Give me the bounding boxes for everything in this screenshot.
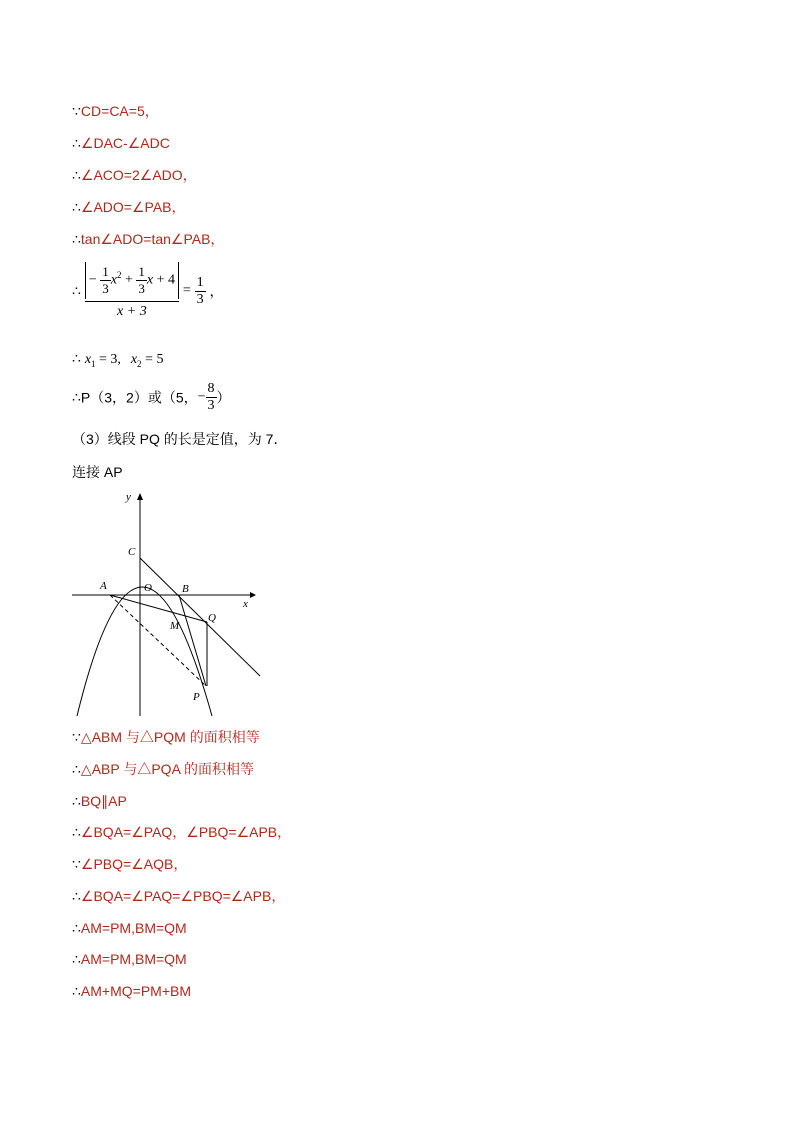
frac-den: 3 bbox=[138, 281, 145, 296]
label-m: M bbox=[170, 620, 180, 632]
plus-sign: + bbox=[156, 272, 165, 288]
exponent: 2 bbox=[116, 270, 122, 281]
step-line-12 bbox=[72, 919, 187, 937]
coefficient-fraction bbox=[136, 264, 147, 297]
tan-equation bbox=[72, 262, 224, 320]
step-line-14 bbox=[72, 982, 191, 1000]
step-text: AM+MQ=PM+BM bbox=[80, 983, 192, 999]
therefore-symbol: ∴ bbox=[72, 282, 81, 299]
label-p: P bbox=[193, 691, 200, 703]
step-line-9 bbox=[72, 823, 291, 841]
because-symbol: ∵ bbox=[72, 729, 81, 745]
therefore-symbol: ∴ bbox=[72, 389, 81, 405]
step-line-10 bbox=[72, 855, 187, 873]
step-line-1 bbox=[72, 102, 159, 120]
therefore-symbol: ∴ bbox=[72, 920, 81, 936]
variable-x: x bbox=[146, 272, 154, 288]
frac-num: 1 bbox=[138, 264, 145, 279]
frac-den: 3 bbox=[207, 398, 215, 413]
root-1 bbox=[85, 352, 121, 367]
equation-denominator: x + 3 bbox=[85, 301, 179, 320]
variable-x: x bbox=[84, 352, 92, 367]
therefore-symbol: ∴ bbox=[72, 135, 81, 151]
p-answer-line bbox=[72, 381, 231, 414]
step-text: ∠ACO=2∠ADO， bbox=[80, 167, 197, 183]
step-text: AM=PM,BM=QM bbox=[80, 920, 187, 936]
step-line-4 bbox=[72, 198, 186, 216]
therefore-symbol: ∴ bbox=[72, 350, 81, 366]
therefore-symbol: ∴ bbox=[72, 793, 81, 809]
parabola-curve bbox=[77, 587, 212, 716]
step-text: ∠BQA=∠PAQ=∠PBQ=∠APB， bbox=[80, 888, 286, 904]
variable-x: x bbox=[130, 352, 138, 367]
step-line-11 bbox=[72, 887, 285, 905]
label-q: Q bbox=[208, 612, 216, 624]
root-value: = 3, bbox=[95, 352, 121, 367]
step-text: ∠ADO=∠PAB， bbox=[80, 199, 186, 215]
step-line-3 bbox=[72, 166, 197, 184]
therefore-symbol: ∴ bbox=[72, 167, 81, 183]
step-text: tan∠ADO=tan∠PAB， bbox=[80, 231, 225, 247]
step-text: CD=CA=5， bbox=[80, 103, 159, 119]
therefore-symbol: ∴ bbox=[72, 983, 81, 999]
equation-numerator bbox=[85, 262, 179, 299]
step-line-5 bbox=[72, 230, 224, 248]
equals-sign: = bbox=[182, 283, 191, 298]
minus-sign: − bbox=[197, 389, 206, 405]
minus-sign: − bbox=[88, 272, 97, 288]
step-line-7 bbox=[72, 760, 254, 778]
step-text: △ABP 与△PQA 的面积相等 bbox=[80, 761, 255, 777]
frac-num: 8 bbox=[207, 381, 215, 396]
therefore-symbol: ∴ bbox=[72, 199, 81, 215]
therefore-symbol: ∴ bbox=[72, 824, 81, 840]
step-line-6 bbox=[72, 728, 260, 746]
step-text: ∠PBQ=∠AQB， bbox=[80, 856, 188, 872]
therefore-symbol: ∴ bbox=[72, 231, 81, 247]
comma: ， bbox=[209, 283, 224, 299]
frac-num: 1 bbox=[196, 274, 204, 290]
step-line-8 bbox=[72, 792, 127, 810]
close-paren: ） bbox=[216, 389, 231, 406]
root-2 bbox=[131, 352, 164, 367]
rhs-fraction bbox=[195, 275, 206, 308]
step-text: ∠DAC-∠ADC bbox=[80, 135, 170, 151]
frac-num: 1 bbox=[102, 264, 109, 279]
label-y: y bbox=[126, 491, 131, 503]
therefore-symbol: ∴ bbox=[72, 951, 81, 967]
coefficient-fraction bbox=[100, 264, 111, 297]
segment-bp bbox=[179, 595, 206, 686]
variable-x: x bbox=[110, 272, 117, 288]
step-text: △ABM 与△PQM 的面积相等 bbox=[80, 729, 260, 745]
p-answer-fraction bbox=[206, 381, 217, 414]
equation-fraction bbox=[85, 262, 179, 320]
label-b: B bbox=[182, 583, 189, 595]
step-line-13 bbox=[72, 950, 187, 968]
label-x: x bbox=[243, 598, 248, 610]
frac-den: 3 bbox=[102, 281, 109, 296]
subscript: 1 bbox=[91, 358, 96, 369]
step-line-2 bbox=[72, 134, 170, 152]
because-symbol: ∵ bbox=[72, 856, 81, 872]
p-answer-text: P（3，2）或（5， bbox=[80, 389, 198, 406]
label-c: C bbox=[128, 546, 136, 558]
line-cbq bbox=[140, 558, 260, 676]
step-text: ∠BQA=∠PAQ，∠PBQ=∠APB， bbox=[80, 824, 292, 840]
part-3-heading: （3）线段 PQ 的长是定值，为 7． bbox=[72, 431, 288, 447]
roots-line bbox=[72, 349, 163, 373]
step-text: AM=PM,BM=QM bbox=[80, 951, 187, 967]
connect-ap-text: 连接 AP bbox=[72, 464, 123, 480]
root-value: = 5 bbox=[141, 352, 164, 367]
segment-aq bbox=[110, 595, 207, 622]
therefore-symbol: ∴ bbox=[72, 888, 81, 904]
because-symbol: ∵ bbox=[72, 103, 81, 119]
step-text: BQ∥AP bbox=[80, 793, 127, 809]
frac-den: 3 bbox=[196, 291, 204, 307]
constant: 4 bbox=[167, 272, 175, 288]
subscript: 2 bbox=[137, 358, 142, 369]
label-a: A bbox=[100, 580, 107, 592]
parabola-graph bbox=[60, 488, 280, 718]
x-axis-arrow bbox=[250, 592, 256, 598]
label-o: O bbox=[144, 582, 152, 594]
therefore-symbol: ∴ bbox=[72, 761, 81, 777]
plus-sign: + bbox=[124, 272, 133, 288]
y-axis-arrow bbox=[137, 493, 143, 500]
